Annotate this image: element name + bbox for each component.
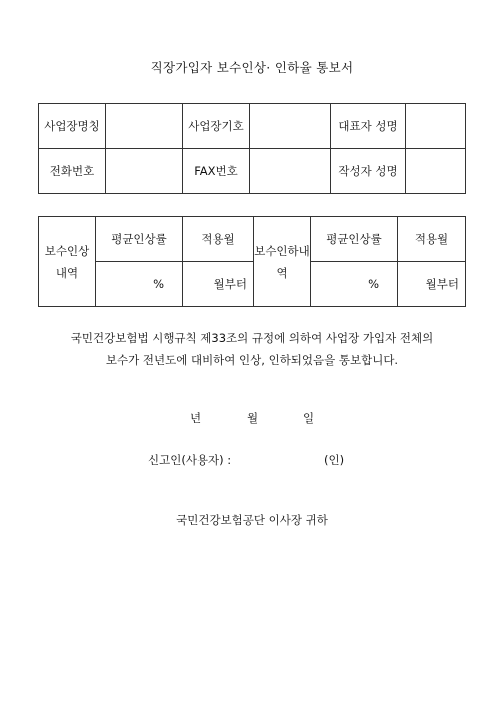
author-label: 작성자 성명 xyxy=(331,149,406,194)
date-month: 월 xyxy=(247,411,259,425)
apply-month-label: 적용월 xyxy=(183,217,254,262)
avg-cut-label: 평균인상률 xyxy=(311,217,398,262)
date-year: 년 xyxy=(190,411,202,425)
recipient: 국민건강보험공단 이사장 귀하 xyxy=(176,513,328,527)
raise-section-label: 보수인상 내역 xyxy=(39,217,96,307)
reporter-label: 신고인(사용자) : xyxy=(148,453,232,467)
raise-percent-field[interactable]: % xyxy=(96,262,183,307)
representative-label: 대표자 성명 xyxy=(331,104,406,149)
business-code-label: 사업장기호 xyxy=(183,104,250,149)
business-name-label: 사업장명칭 xyxy=(39,104,106,149)
document-title: 직장가입자 보수인상· 인하율 통보서 xyxy=(150,60,354,75)
fax-label: FAX번호 xyxy=(183,149,250,194)
phone-field[interactable] xyxy=(106,149,183,194)
date-day: 일 xyxy=(303,411,315,425)
cut-section-label: 보수인하내 역 xyxy=(254,217,311,307)
cut-month-field[interactable]: 월부터 xyxy=(398,262,466,307)
cut-percent-field[interactable]: % xyxy=(311,262,398,307)
notice-text: 국민건강보험법 시행규칙 제33조의 규정에 의하여 사업장 가입자 전체의 보수가 전년도에 대비하여 인상, 인하되었음을 통보합니다. xyxy=(70,331,434,367)
business-name-field[interactable] xyxy=(106,104,183,149)
representative-field[interactable] xyxy=(406,104,466,149)
apply-month-label-2: 적용월 xyxy=(398,217,466,262)
business-code-field[interactable] xyxy=(250,104,331,149)
fax-field[interactable] xyxy=(250,149,331,194)
raise-month-field[interactable]: 월부터 xyxy=(183,262,254,307)
phone-label: 전화번호 xyxy=(39,149,106,194)
avg-raise-label: 평균인상률 xyxy=(96,217,183,262)
reporter-seal: (인) xyxy=(324,453,345,467)
rate-table xyxy=(38,216,466,307)
business-info-table xyxy=(38,103,466,194)
author-field[interactable] xyxy=(406,149,466,194)
